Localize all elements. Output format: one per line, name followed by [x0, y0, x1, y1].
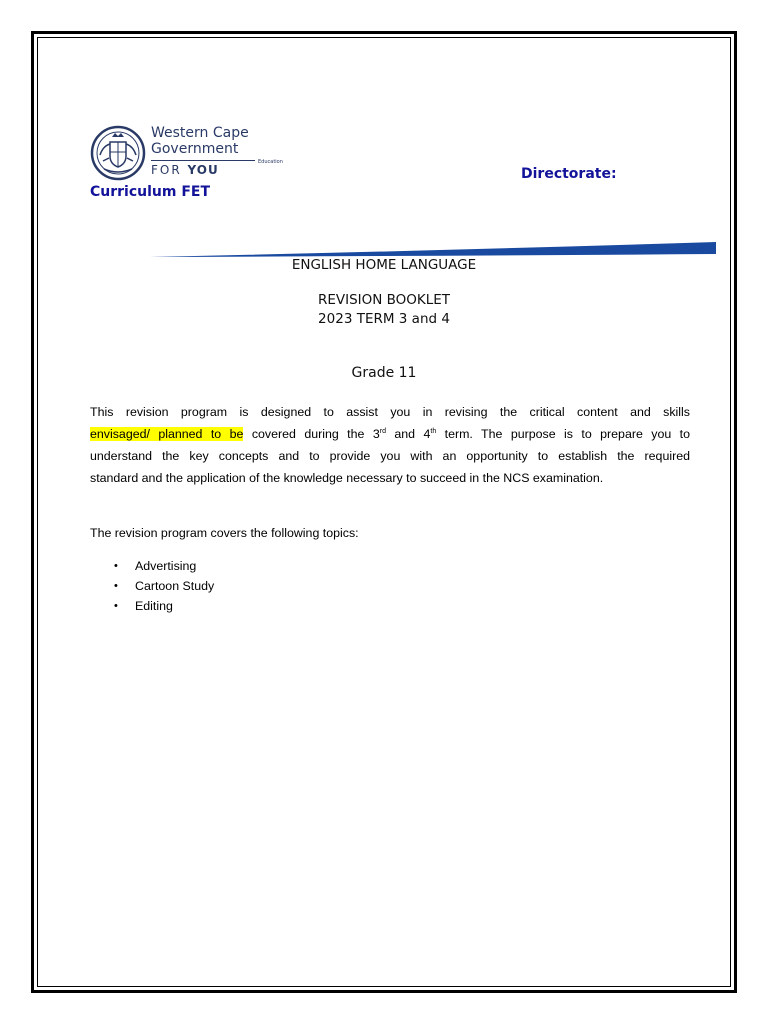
term-title: 2023 TERM 3 and 4	[318, 311, 450, 327]
logo-tagline-for: FOR	[151, 163, 182, 177]
intro-line-1: This revision program is designed to assist you in revising the critical content and skills	[90, 405, 690, 419]
intro-line-3: understand the key concepts and to provide you with an opportunity to establish the required	[90, 449, 690, 463]
topic-advertising: Advertising	[135, 559, 197, 573]
superscript-rd: rd	[379, 428, 386, 435]
superscript-th: th	[430, 428, 437, 435]
logo-text-government: Government	[151, 141, 239, 157]
topics-intro: The revision program covers the following topics:	[90, 526, 359, 540]
logo-tagline-you: YOU	[187, 163, 219, 177]
coat-of-arms-icon	[90, 125, 146, 181]
topic-cartoon-study: Cartoon Study	[135, 579, 215, 593]
intro-line-2-part-b: and 4	[385, 427, 431, 441]
intro-line-2-part-c: term. The purpose is to prepare you to	[436, 427, 690, 441]
bullet-icon: •	[114, 600, 118, 612]
highlighted-text: envisaged/ planned to be	[90, 427, 244, 441]
booklet-title: REVISION BOOKLET	[317, 292, 451, 308]
intro-paragraph	[90, 401, 690, 489]
western-cape-government-logo	[90, 123, 290, 185]
directorate-label: Directorate:	[521, 166, 617, 182]
subject-title: ENGLISH HOME LANGUAGE	[291, 257, 477, 273]
logo-tagline	[151, 163, 219, 177]
topic-editing: Editing	[135, 599, 173, 613]
logo-text-western-cape: Western Cape	[151, 125, 249, 141]
intro-line-2-part-a: covered during the 3	[243, 427, 380, 441]
intro-line-2	[90, 423, 690, 445]
logo-divider	[151, 160, 255, 161]
grade-title: Grade 11	[351, 365, 417, 381]
bullet-icon: •	[114, 580, 118, 592]
curriculum-label: Curriculum FET	[90, 184, 211, 200]
bullet-icon: •	[114, 560, 118, 572]
logo-education-label: Education	[258, 159, 283, 165]
intro-line-4: standard and the application of the knowledge necessary to succeed in the NCS examination.	[90, 471, 604, 485]
